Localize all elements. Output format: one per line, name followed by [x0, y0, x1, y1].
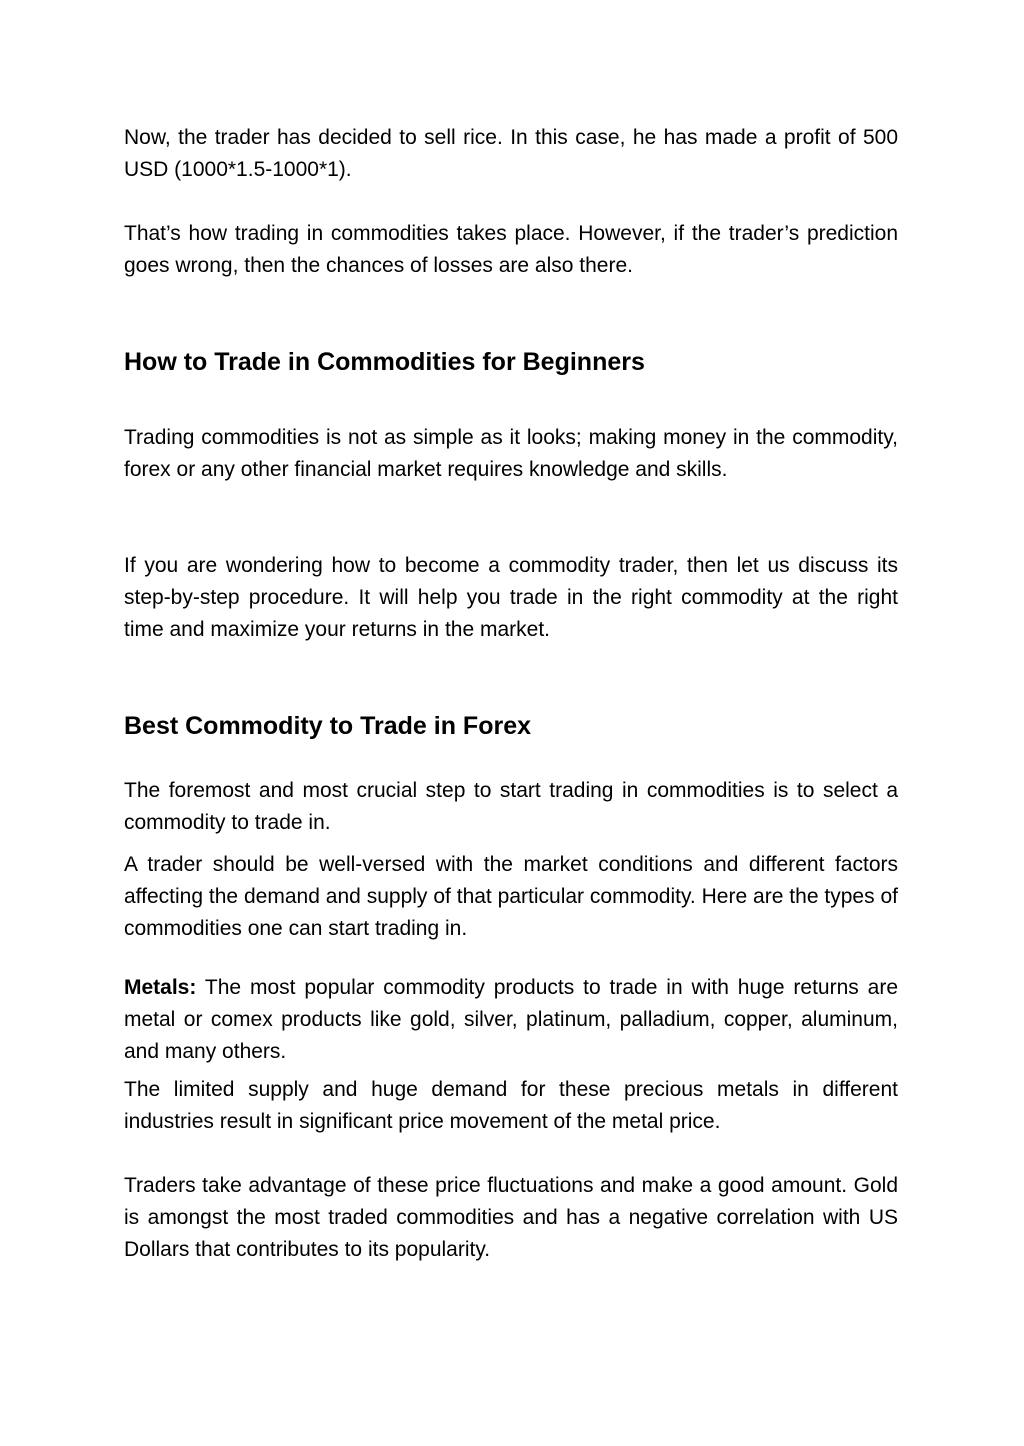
paragraph-limited-supply: The limited supply and huge demand for these precious metals in different industries result in significant price movement of the metal price. [124, 1078, 898, 1133]
paragraph-metals [124, 972, 898, 1068]
paragraph-trading-losses: That’s how trading in commodities takes place. However, if the trader’s prediction goes wrong, then the chances of losses are also there. [124, 222, 898, 277]
paragraph-gold-correlation: Traders take advantage of these price fluctuations and make a good amount. Gold is amongst the most traded commodities and has a negative correlation with US Dollars that contributes to its popularity. [124, 1174, 898, 1261]
metals-text: The most popular commodity products to trade in with huge returns are metal or comex products like gold, silver, platinum, palladium, copper, aluminum, and many others. [124, 976, 898, 1063]
heading-how-to-trade: How to Trade in Commodities for Beginners [124, 348, 645, 376]
paragraph-market-conditions: A trader should be well-versed with the market conditions and different factors affecting the demand and supply of that particular commodity. Here are the types of commodities one can start trading in. [124, 853, 898, 940]
metals-label: Metals: [124, 976, 197, 999]
paragraph-not-simple: Trading commodities is not as simple as it looks; making money in the commodity, forex or any other financial market requires knowledge and skills. [124, 426, 898, 481]
paragraph-rice-profit: Now, the trader has decided to sell rice. In this case, he has made a profit of 500 USD (1000*1.5-1000*1). [124, 126, 898, 181]
heading-best-commodity: Best Commodity to Trade in Forex [124, 712, 532, 740]
paragraph-select-commodity: The foremost and most crucial step to start trading in commodities is to select a commodity to trade in. [124, 779, 898, 834]
paragraph-become-trader: If you are wondering how to become a commodity trader, then let us discuss its step-by-step procedure. It will help you trade in the right commodity at the right time and maximize your returns in the market. [124, 554, 898, 641]
